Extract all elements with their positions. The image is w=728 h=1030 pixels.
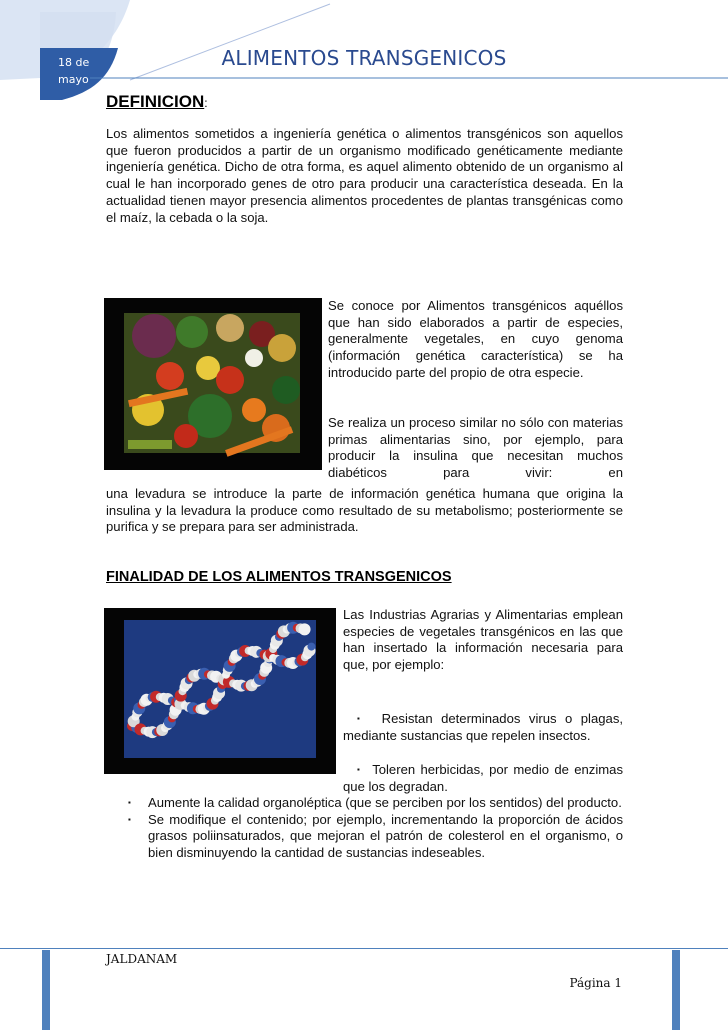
dna-picture (104, 608, 336, 774)
finalidad-heading: FINALIDAD DE LOS ALIMENTOS TRANSGENICOS (106, 569, 452, 585)
inline-bullet-2-mark: ▪ (357, 765, 362, 775)
date-line-1: 18 de (58, 56, 90, 69)
conoce-paragraph-2-full: una levadura se introduce la parte de información genética humana que origina la insulina y la levadura la produce como resultado de su metabolismo; posteriormente se purifica y se prepara para ser administrada. (106, 486, 623, 535)
conoce-paragraph-2-side: Se realiza un proceso similar no sólo con materias primas alimentarias sino, por ejemplo, para producir la insulina que necesitan muchos diabéticos para vivir: en (328, 415, 623, 481)
inline-bullet-1-mark: ▪ (357, 714, 365, 724)
bullet-mark: ▪ (128, 798, 131, 807)
bullet-text: Aumente la calidad organoléptica (que se perciben por los sentidos) del producto. (148, 795, 622, 810)
finalidad-inline-bullet-1 (343, 711, 623, 745)
finalidad-intro: Las Industrias Agrarias y Alimentarias emplean especies de vegetales transgénicos en las que han insertado la información necesaria para que, por ejemplo: (343, 607, 623, 673)
footer-rule (0, 948, 728, 949)
finalidad-inline-bullet-2 (343, 762, 623, 796)
inline-bullet-2-text: Toleren herbicidas, por medio de enzimas que los degradan. (343, 762, 623, 794)
inline-bullet-1-text: Resistan determinados virus o plagas, mediante sustancias que repelen insectos. (343, 711, 624, 743)
definicion-heading-text: DEFINICION (106, 92, 205, 111)
document-title: ALIMENTOS TRANSGENICOS (221, 46, 507, 70)
list-item (128, 795, 623, 812)
dna-atom (299, 623, 311, 635)
bullet-text: Se modifique el contenido; por ejemplo, incrementando la proporción de ácidos grasos poliinsaturados, que mejoran el patrón de colesterol en el organismo, o bien disminuyendo la cantidad de sustancias indeseables. (148, 811, 623, 861)
footer-left-bar (42, 950, 50, 1030)
list-item (128, 812, 623, 862)
page-number: Página 1 (569, 976, 622, 990)
dna-atom (307, 643, 315, 651)
bullet-mark: ▪ (128, 814, 131, 824)
date-line-2: mayo (58, 73, 89, 86)
definicion-heading-suffix: : (204, 96, 208, 110)
vegetables-image (104, 298, 322, 470)
footer-right-bar (672, 950, 680, 1030)
footer-author: JALDANAM (106, 952, 178, 966)
dna-molecule-image (104, 608, 336, 774)
definicion-paragraph: Los alimentos sometidos a ingeniería genética o alimentos transgénicos son aquellos que fueron producidos a partir de un organismo modificado genéticamente mediante ingeniería genética. Dicho de otra forma, es aquel alimento obtenido de un organismo al cual le han incorporado genes de otro para producir una característica deseada. En la actualidad tienen mayor presencia alimentos procedentes de plantas transgénicas como el maíz, la cebada o la soja. (106, 126, 623, 225)
definicion-heading (106, 92, 208, 112)
finalidad-bullet-list (128, 795, 623, 862)
conoce-paragraph-1: Se conoce por Alimentos transgénicos aquéllos que han sido elaborados a partir de especies, generalmente vegetales, en cuyo genoma (información genética característica) se ha introducido parte del propio de otra especie. (328, 298, 623, 380)
vegetables-picture (104, 298, 322, 470)
